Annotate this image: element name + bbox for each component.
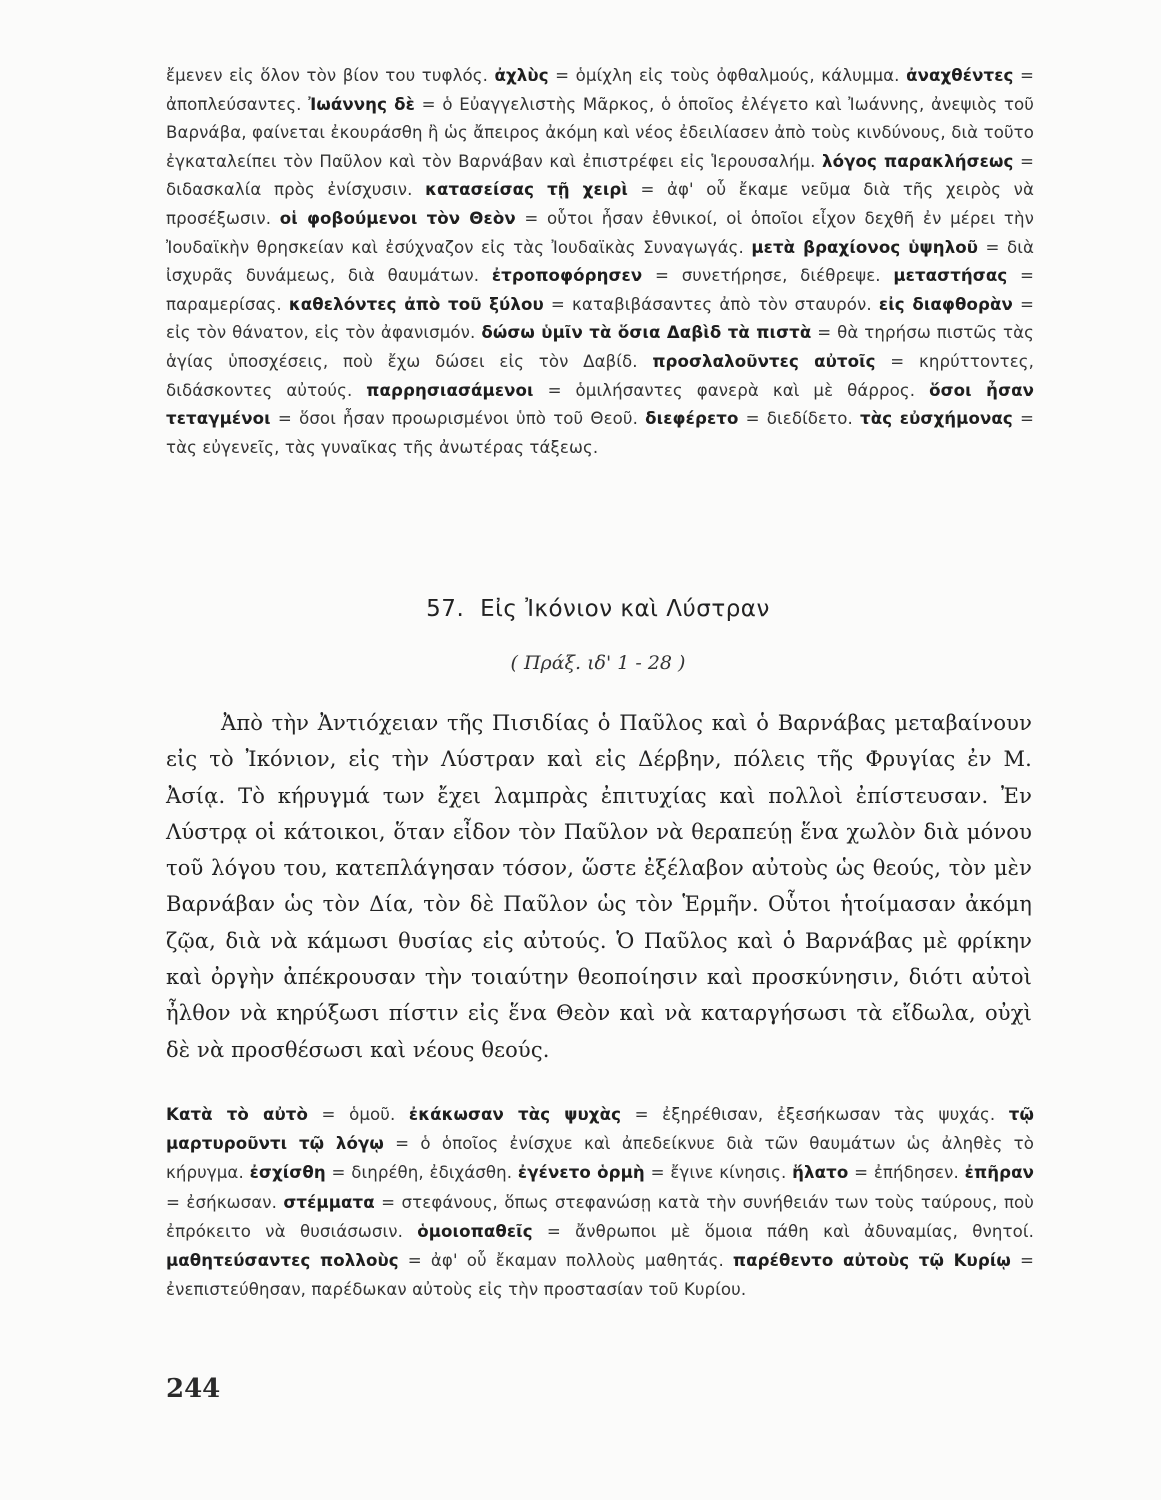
glossary-definition: = στεφάνους, ὅπως στεφανώσῃ κατὰ τὴν συνήθειάν των τοὺς ταύρους, ποὺ ἐπρόκειτο νὰ θυσιάσωσιν. <box>166 1192 1034 1241</box>
glossary-term: Ἰωάννης δὲ <box>308 94 416 114</box>
glossary-definition: = κηρύττοντες, διδάσκοντες αὐτούς. <box>166 351 1034 400</box>
glossary-definition: = παραμερίσας. <box>166 266 1034 314</box>
glossary-term: προσλαλοῦντες αὐτοῖς <box>652 351 876 371</box>
glossary-term: καθελόντες ἀπὸ τοῦ ξύλου <box>288 294 544 314</box>
glossary-definition: = ἐπήδησεν. <box>848 1163 965 1183</box>
section-number: 57. <box>426 596 465 622</box>
glossary-bottom <box>166 1100 1034 1304</box>
glossary-definition: = ὁμίχλη εἰς τοὺς ὀφθαλμούς, κάλυμμα. <box>548 66 907 85</box>
glossary-definition: = ἔγινε κίνησις. <box>644 1163 793 1183</box>
page-number: 244 <box>166 1374 221 1404</box>
glossary-term: μετὰ βραχίονος ὑψηλοῦ <box>751 237 979 257</box>
section-heading <box>0 596 1161 622</box>
glossary-definition: = διδασκαλία πρὸς ἐνίσχυσιν. <box>166 151 1034 200</box>
glossary-term: ὁμοιοπαθεῖς <box>417 1221 533 1241</box>
glossary-term: κατασείσας τῇ χειρὶ <box>425 180 628 200</box>
scripture-reference: ( Πράξ. ιδ' 1 - 28 ) <box>510 652 686 674</box>
glossary-term: οἱ φοβούμενοι τὸν Θεὸν <box>279 208 516 228</box>
glossary-term: ὅσοι ἦσαν τεταγμένοι <box>166 380 1034 429</box>
glossary-definition: = ἐσήκωσαν. <box>166 1192 284 1212</box>
glossary-definition: = θὰ τηρήσω πιστῶς τὰς ἁγίας ὑποσχέσεις, ποὺ ἔχω δώσει εἰς τὸν Δαβίδ. <box>166 323 1034 371</box>
glossary-definition: = ἀφ' οὗ ἔκαμε νεῦμα διὰ τῆς χειρὸς νὰ προσέξωσιν. <box>166 180 1035 228</box>
glossary-term: διεφέρετο <box>645 409 739 429</box>
glossary-definition: ἔμενεν εἰς ὅλον τὸν βίον του τυφλός. <box>166 66 495 85</box>
glossary-definition: = ὁμοῦ. <box>307 1105 409 1124</box>
glossary-definition: = διὰ ἰσχυρᾶς δυνάμεως, διὰ θαυμάτων. <box>166 237 1035 286</box>
glossary-term: παρρησιασάμενοι <box>366 380 534 400</box>
glossary-term: παρέθεντο αὐτοὺς τῷ Κυρίῳ <box>732 1251 1011 1271</box>
glossary-definition: = διηρέθη, ἐδιχάσθη. <box>325 1163 518 1183</box>
glossary-definition: = ἀφ' οὗ ἔκαμαν πολλοὺς μαθητάς. <box>398 1251 733 1271</box>
glossary-term: ἐκάκωσαν τὰς ψυχὰς <box>408 1105 622 1124</box>
glossary-term: ἐσχίσθη <box>249 1163 326 1183</box>
glossary-definition: = ὁμιλήσαντες φανερὰ καὶ μὲ θάρρος. <box>533 380 930 400</box>
glossary-definition: = καταβιβάσαντες ἀπὸ τὸν σταυρόν. <box>543 294 879 314</box>
glossary-definition: = ἐνεπιστεύθησαν, παρέδωκαν αὐτοὺς εἰς τὴν προστασίαν τοῦ Κυρίου. <box>166 1251 1034 1300</box>
glossary-definition: = εἰς τὸν θάνατον, εἰς τὸν ἀφανισμόν. <box>166 294 1034 343</box>
glossary-definition: = διεδίδετο. <box>738 409 860 429</box>
glossary-term: ἥλατο <box>792 1163 849 1183</box>
glossary-term: ἀχλὺς <box>494 66 549 85</box>
section-title: Εἰς Ἰκόνιον καὶ Λύστραν <box>480 596 770 622</box>
glossary-term: στέμματα <box>283 1192 375 1212</box>
glossary-term: ἐγένετο ὁρμὴ <box>517 1163 645 1183</box>
glossary-term: ἐτροποφόρησεν <box>491 266 643 286</box>
glossary-definition: = τὰς εὐγενεῖς, τὰς γυναῖκας τῆς ἀνωτέρας τάξεως. <box>166 409 1034 457</box>
glossary-term: τῷ μαρτυροῦντι τῷ λόγῳ <box>166 1105 1034 1154</box>
glossary-definition: = ἐξηρέθισαν, ἐξεσήκωσαν τὰς ψυχάς. <box>621 1105 1009 1124</box>
glossary-term: μεταστήσας <box>893 266 1008 286</box>
glossary-definition: = ὁ Εὐαγγελιστὴς Μᾶρκος, ὁ ὁποῖος ἐλέγετο καὶ Ἰωάννης, ἀνεψιὸς τοῦ Βαρνάβα, φαίνεται ἐκουράσθη ἢ ὡς ἄπειρος ἀκόμη καὶ νέος ἐδειλίασεν ἀπὸ τοὺς κινδύνους, διὰ τοῦτο ἐγκαταλείπει τὸν Παῦλον καὶ τὸν Βαρνάβαν καὶ ἐπιστρέφει εἰς Ἱερουσαλήμ. <box>166 94 1034 171</box>
glossary-definition: = ὅσοι ἦσαν προωρισμένοι ὑπὸ τοῦ Θεοῦ. <box>270 409 646 429</box>
glossary-definition: = ἄνθρωποι μὲ ὅμοια πάθη καὶ ἀδυναμίας, θνητοί. <box>532 1221 1034 1241</box>
glossary-term: Κατὰ τὸ αὐτὸ <box>166 1105 308 1124</box>
glossary-term: ἐπῆραν <box>964 1163 1034 1183</box>
glossary-definition: = ἀποπλεύσαντες. <box>166 66 1034 114</box>
glossary-term: τὰς εὐσχήμονας <box>860 409 1013 429</box>
glossary-term: δώσω ὑμῖν τὰ ὅσια Δαβὶδ τὰ πιστὰ <box>481 323 812 343</box>
glossary-top <box>166 62 1034 462</box>
glossary-term: εἰς διαφθορὰν <box>878 294 1013 314</box>
glossary-term: λόγος παρακλήσεως <box>822 151 1014 171</box>
glossary-definition: = οὗτοι ἦσαν ἐθνικοί, οἱ ὁποῖοι εἶχον δεχθῆ ἐν μέρει τὴν Ἰουδαϊκὴν θρησκείαν καὶ ἐσύχναζον εἰς τὰς Ἰουδαϊκὰς Συναγωγάς. <box>166 208 1034 257</box>
glossary-term: μαθητεύσαντες πολλοὺς <box>166 1251 399 1271</box>
narrative-paragraph: Ἀπὸ τὴν Ἀντιόχειαν τῆς Πισιδίας ὁ Παῦλος καὶ ὁ Βαρνάβας μεταβαίνουν εἰς τὸ Ἰκόνιον, εἰς τὴν Λύστραν καὶ εἰς Δέρβην, πόλεις τῆς Φρυγίας ἐν Μ. Ἀσίᾳ. Τὸ κήρυγμά των ἔχει λαμπρὰς ἐπιτυχίας καὶ πολλοὶ ἐπίστευσαν. Ἐν Λύστρᾳ οἱ κάτοικοι, ὅταν εἶδον τὸν Παῦλον νὰ θεραπεύῃ ἕνα χωλὸν διὰ μόνου τοῦ λόγου του, κατεπλάγησαν τόσον, ὥστε ἐξέλαβον αὐτοὺς ὡς θεούς, τὸν μὲν Βαρνάβαν ὡς τὸν Δία, τὸν δὲ Παῦλον ὡς τὸν Ἑρμῆν. Οὗτοι ἡτοίμασαν ἀκόμη ζῷα, διὰ νὰ κάμωσι θυσίας εἰς αὐτούς. Ὁ Παῦλος καὶ ὁ Βαρνάβας μὲ φρίκην καὶ ὀργὴν ἀπέκρουσαν τὴν τοιαύτην θεοποίησιν καὶ προσκύνησιν, διότι αὐτοὶ ἦλθον νὰ κηρύξωσι πίστιν εἰς ἕνα Θεὸν καὶ νὰ καταργήσωσι τὰ εἴδωλα, οὐχὶ δὲ νὰ προσθέσωσι καὶ νέους θεούς. <box>166 711 1032 1062</box>
glossary-definition: = ὁ ὁποῖος ἐνίσχυε καὶ ἀπεδείκνυε διὰ τῶν θαυμάτων ὡς ἀληθὲς τὸ κήρυγμα. <box>166 1134 1034 1183</box>
glossary-definition: = συνετήρησε, διέθρεψε. <box>642 266 894 286</box>
glossary-term: ἀναχθέντες <box>906 66 1014 85</box>
